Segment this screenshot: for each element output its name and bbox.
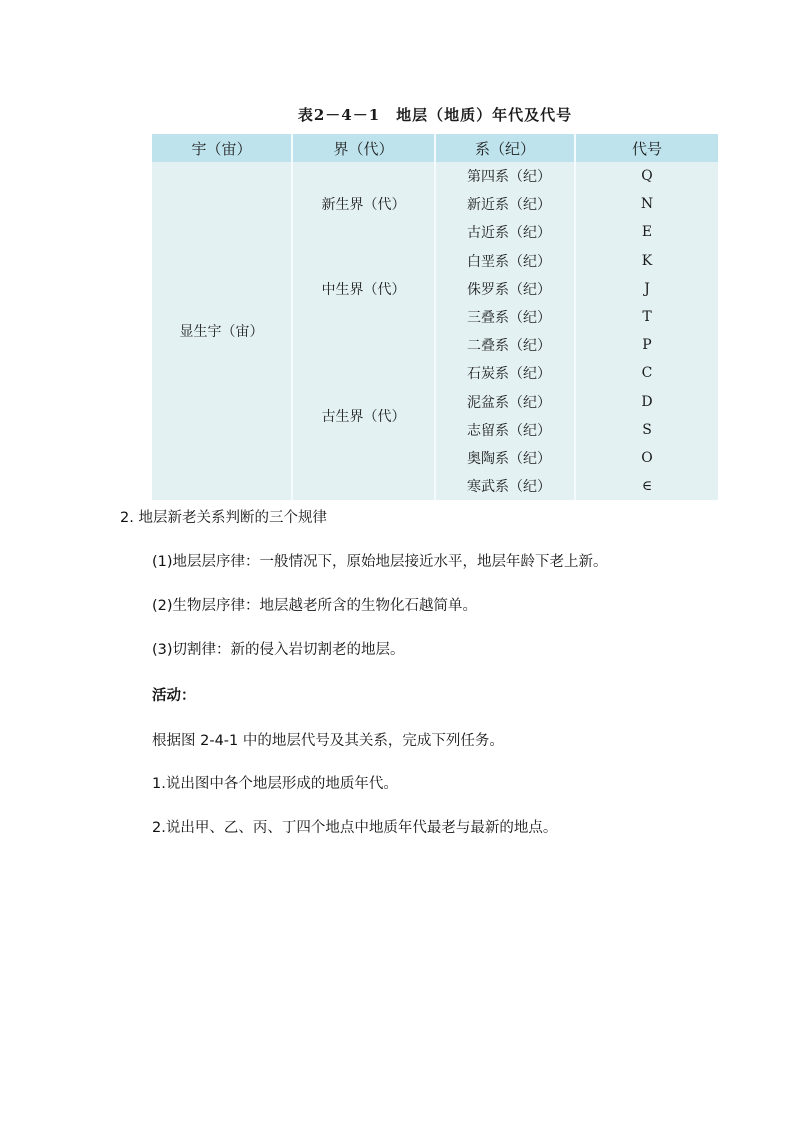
code-cell: ∈ (641, 478, 653, 495)
system-cell: 古近系（纪） (435, 218, 575, 246)
rule-cross-cutting: (3)切割律：新的侵入岩切割老的地层。 (152, 642, 405, 658)
system-cell: 二叠系（纪） (435, 331, 575, 359)
code-cell: D (641, 393, 653, 410)
activity-task-1: 1.说出图中各个地层形成的地质年代。 (152, 776, 398, 792)
activity-label: 活动： (152, 688, 196, 704)
code-cell: C (641, 365, 653, 382)
code-cell: T (642, 309, 652, 326)
system-cell: 泥盆系（纪） (435, 388, 575, 416)
system-cell: 第四系（纪） (435, 162, 575, 190)
system-cell: 志留系（纪） (435, 416, 575, 444)
activity-task-2: 2.说出甲、乙、丙、丁四个地点中地质年代最老与最新的地点。 (152, 820, 558, 836)
era-cell-mesozoic: 中生界（代） (292, 247, 435, 332)
table-row (152, 162, 718, 190)
code-cell: E (641, 224, 653, 241)
code-cell: P (642, 337, 652, 354)
era-cell-paleozoic: 古生界（代） (292, 331, 435, 500)
code-cell: Q (641, 168, 653, 185)
system-cell: 奥陶系（纪） (435, 444, 575, 472)
system-cell: 三叠系（纪） (435, 303, 575, 331)
section-heading: 2. 地层新老关系判断的三个规律 (120, 510, 327, 526)
header-era: 界（代） (292, 134, 435, 162)
rule-stratigraphic-sequence: (1)地层层序律：一般情况下，原始地层接近水平，地层年龄下老上新。 (152, 554, 608, 570)
code-cell: N (640, 196, 654, 213)
table-header-row (152, 134, 718, 162)
system-cell: 新近系（纪） (435, 190, 575, 218)
system-cell: 石炭系（纪） (435, 359, 575, 387)
code-cell: S (642, 421, 652, 438)
activity-intro: 根据图 2-4-1 中的地层代号及其关系，完成下列任务。 (152, 733, 504, 749)
eon-cell: 显生宇（宙） (152, 162, 292, 500)
system-cell: 寒武系（纪） (435, 472, 575, 500)
code-cell: J (644, 280, 650, 297)
header-system: 系（纪） (435, 134, 575, 162)
system-cell: 白垩系（纪） (435, 247, 575, 275)
code-cell: O (641, 449, 653, 466)
era-cell-cenozoic: 新生界（代） (292, 162, 435, 247)
rule-biological-sequence: (2)生物层序律：地层越老所含的生物化石越简单。 (152, 598, 478, 614)
header-eon: 宇（宙） (152, 134, 292, 162)
table-title: 表2－4－1 地层（地质）年代及代号 (297, 106, 573, 124)
header-code: 代号 (575, 134, 718, 162)
system-cell: 侏罗系（纪） (435, 275, 575, 303)
code-cell: K (641, 252, 653, 269)
geologic-time-table (152, 134, 718, 500)
